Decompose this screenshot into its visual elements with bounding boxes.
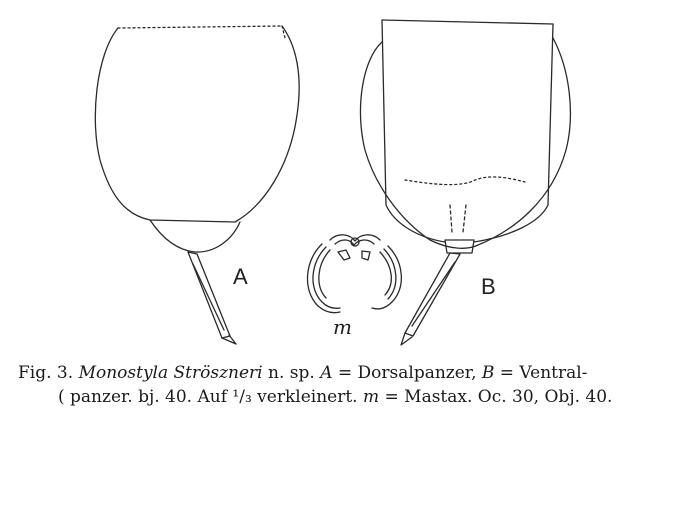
mastax-drawing	[307, 235, 401, 313]
caption-line2-start: ( panzer. bj. 40. Auf ¹/₃ verkleinert.	[58, 387, 363, 407]
symbol-a: A	[320, 363, 333, 383]
panel-label-a: A	[233, 264, 248, 289]
figure-number: Fig. 3.	[18, 363, 74, 383]
panel-label-m: m	[333, 315, 352, 339]
ventral-lorica-drawing	[360, 20, 570, 345]
panel-label-b: B	[481, 274, 496, 299]
caption-text-a: = Dorsalpanzer,	[332, 363, 482, 383]
symbol-m: m	[362, 387, 380, 407]
species-name: Monostyla Strösznerі	[78, 363, 263, 383]
dorsal-lorica-drawing	[95, 26, 299, 344]
caption-text-b: = Ventral-	[494, 363, 588, 383]
caption-line-2	[18, 385, 688, 409]
caption-after-species: n. sp.	[262, 363, 321, 383]
caption-line2-end: = Mastax. Oc. 30, Obj. 40.	[379, 387, 613, 407]
symbol-b: B	[481, 363, 495, 383]
caption-line-1	[18, 361, 688, 385]
figure-caption	[18, 361, 688, 409]
